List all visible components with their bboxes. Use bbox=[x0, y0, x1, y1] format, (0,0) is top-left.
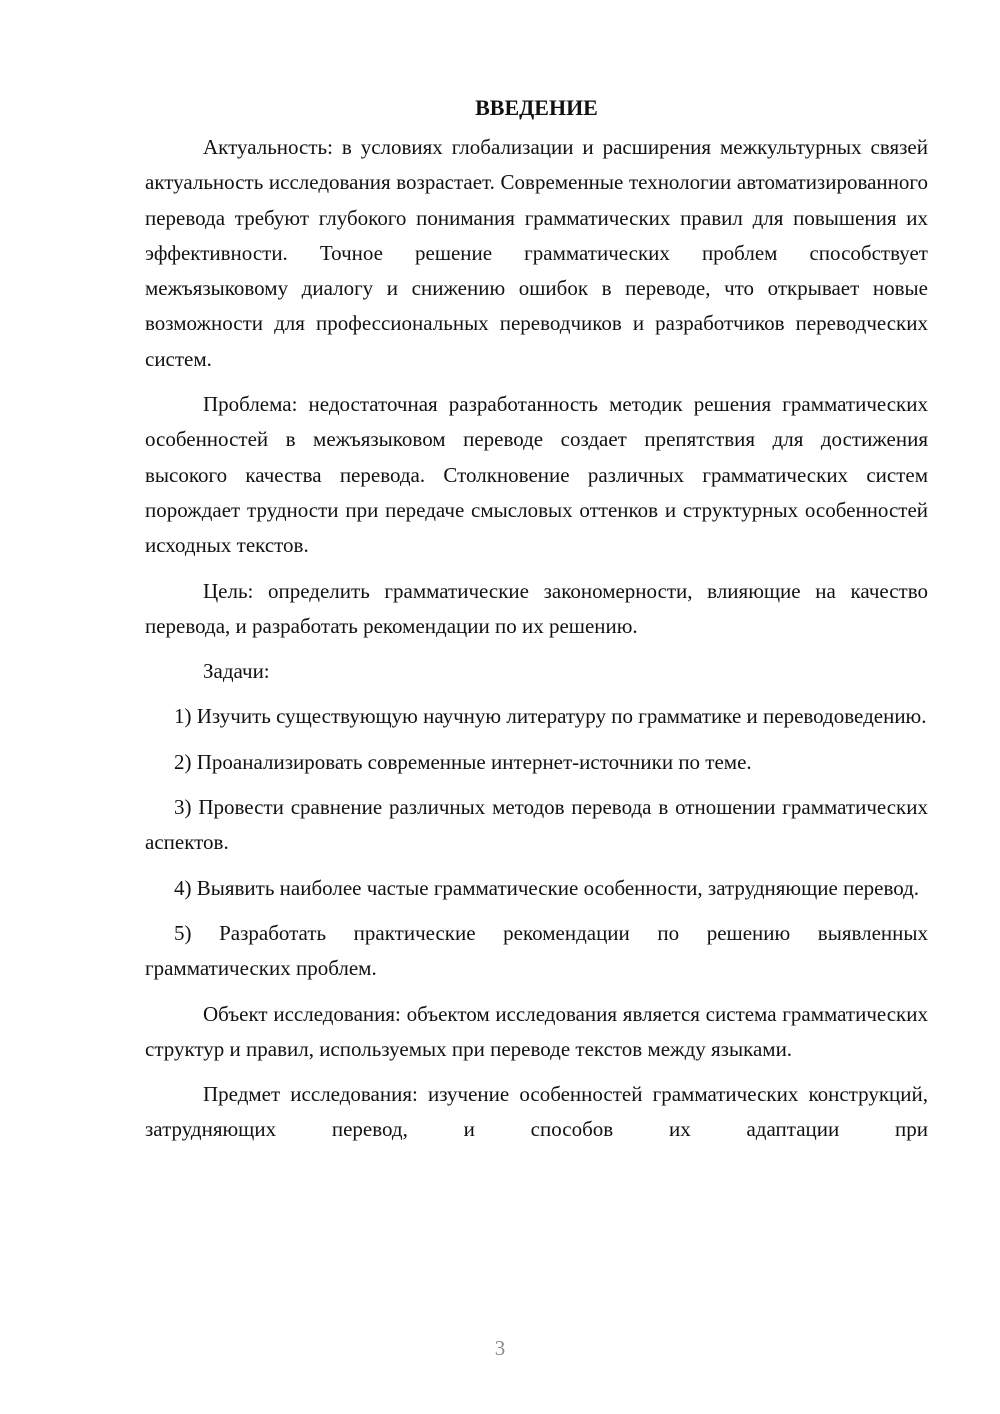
task-item-5: 5) Разработать практические рекомендации по решению выявленных грамматических проблем. bbox=[145, 920, 928, 981]
document-page bbox=[145, 90, 928, 1158]
task-item-3: 3) Провести сравнение различных методов перевода в отношении грамматических аспектов. bbox=[145, 795, 928, 855]
paragraph-problem: Проблема: недостаточная разработанность методик решения грамматических особенностей в межъязыковом переводе создает препятствия для достижения высокого качества перевода. Столкновение различных грамматических систем порождает трудности при передаче смысловых оттенков и структурных особенностей исходных текстов. bbox=[145, 392, 928, 558]
paragraph-relevance: Актуальность: в условиях глобализации и расширения межкультурных связей актуальность исследования возрастает. Современные технологии автоматизированного перевода требуют глубокого понимания грамматических правил для повышения их эффективности. Точное решение грамматических проблем способствует межъязыковому диалогу и снижению ошибок в переводе, что открывает новые возможности для профессиональных переводчиков и разработчиков переводческих систем. bbox=[145, 135, 928, 371]
paragraph-subject: Предмет исследования: изучение особенностей грамматических конструкций, затрудняющих перевод, и способов их адаптации при bbox=[145, 1082, 928, 1142]
section-heading: ВВЕДЕНИЕ bbox=[475, 95, 598, 120]
paragraph-object: Объект исследования: объектом исследования является система грамматических структур и правил, используемых при переводе текстов между языками. bbox=[145, 1001, 928, 1061]
task-item-1: 1) Изучить существующую научную литературу по грамматике и переводоведению. bbox=[174, 704, 927, 729]
task-item-4: 4) Выявить наиболее частые грамматические особенности, затрудняющие перевод. bbox=[174, 875, 920, 900]
task-item-2: 2) Проанализировать современные интернет-источники по теме. bbox=[174, 749, 752, 774]
paragraph-tasks-label: Задачи: bbox=[203, 659, 270, 684]
page-number: 3 bbox=[494, 1336, 506, 1360]
paragraph-goal: Цель: определить грамматические закономерности, влияющие на качество перевода, и разработать рекомендации по их решению. bbox=[145, 578, 928, 638]
